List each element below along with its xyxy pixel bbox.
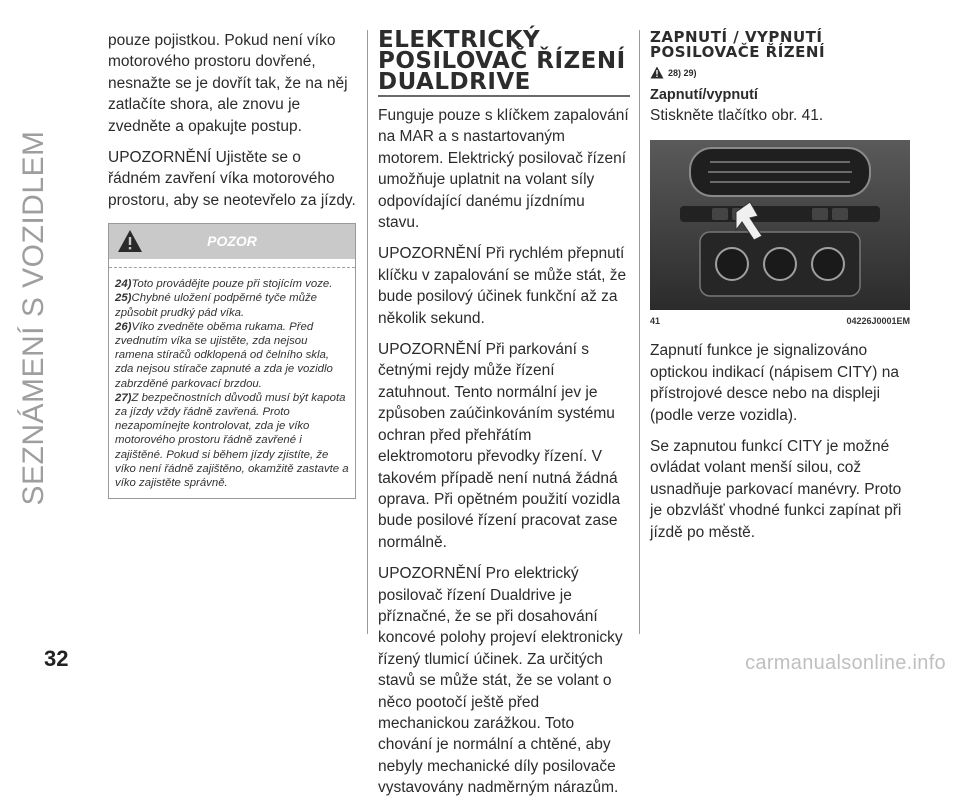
dashboard-figure [650,140,910,310]
warning-list [109,267,355,498]
warning-item: 25)Chybné uložení podpěrné tyče může způsobit prudký pád víka. [115,292,318,319]
column-3 [650,30,910,553]
figure-caption [650,316,910,326]
paragraph: Se zapnutou funkcí CITY je možné ovládat volant menší silou, což usnadňuje parkovací manévry. Proto je obzvlášť vhodné funkci zapínat při jízdě po městě. [650,438,902,541]
warning-triangle-icon [650,66,664,79]
page-number: 32 [44,646,69,671]
paragraph: UPOZORNĚNÍ Při rychlém přepnutí klíčku v zapalování se může stát, že bude posilový účinek funkční až za několik sekund. [378,245,627,327]
figure-code: 04226J0001EM [846,316,910,327]
paragraph: Zapnutí funkce je signalizováno optickou indikací (nápisem CITY) na přístrojové desce nebo na displeji (podle verze vozidla). [650,342,899,424]
side-section-title [16,130,52,506]
warning-box [108,223,356,499]
subheading: Zapnutí/vypnutí [650,87,758,103]
side-section-title-text: SEZNÁMENÍ S VOZIDLEM [17,130,50,506]
warning-label: POZOR [207,233,257,250]
paragraph: UPOZORNĚNÍ Ujistěte se o řádném zavření víka motorového prostoru, aby se neotevřelo za jízdy. [108,149,356,209]
warning-item: 27)Z bezpečnostních důvodů musí být kapota za jízdy vždy řádně zavřená. Proto nezapomínejte kontrolovat, zda je víko motorového prostoru řádně zavřené i zajištěné. Pokud si během jízdy zjistíte, že víko není řádně zajištěno, okamžitě zastavte a víko zajistěte správně. [115,391,349,490]
paragraph: UPOZORNĚNÍ Při parkování s četnými rejdy může řízení zatuhnout. Tento normální jev je způsoben zaúčinkováním systému ochran před přehřátím elektromotoru převodky řízení. V takovém případě není nutná žádná oprava. Při opětném použití vozidla bude posilové řízení pracovat zase normálně. [378,341,621,551]
warning-references: 28) 29) [650,66,910,79]
column-1 [108,30,356,499]
column-2 [378,27,630,809]
column-divider-1 [367,30,368,634]
figure-number: 41 [650,316,661,327]
paragraph: Stiskněte tlačítko obr. 41. [650,107,824,124]
section-title-power-steering: ZAPNUTÍ / VYPNUTÍ POSILOVAČE ŘÍZENÍ [650,28,826,61]
warning-item: 26)Víko zvedněte oběma rukama. Před zvednutím víka se ujistěte, zda nejsou ramena stíračů odklopená od čelního skla, zda nejsou stírače zapnuté a zda je vozidlo zabrzděné parkovací brzdou. [115,320,333,390]
section-title-dualdrive: ELEKTRICKÝ POSILOVAČ ŘÍZENÍ DUALDRIVE [378,27,626,95]
watermark: carmanualsonline.info [745,652,946,674]
paragraph: UPOZORNĚNÍ Pro elektrický posilovač řízení Dualdrive je příznačné, že se při dosahování koncové polohy projeví elektronicky řízený tlumicí účinek. Za určitých stavů se může stát, že se volant o něco pootočí ještě před mechanickou zarážkou. Toto chování je normální a chtěné, aby nebyly mechanické díly posilovače vystavovány nadměrným nárazům. [378,565,623,797]
paragraph: Funguje pouze s klíčkem zapalování na MAR a s nastartovaným motorem. Elektrický posilovač řízení umožňuje uplatnit na volant síly odpovídající danému jízdnímu stavu. [378,107,629,232]
paragraph: pouze pojistkou. Pokud není víko motorového prostoru dovřené, nesnažte se je dovřít tak, že na něj zatlačíte shora, ale znovu je zvedněte a opakujte postup. [108,32,348,135]
car-dashboard-photo [650,140,910,310]
title-underline [378,95,630,97]
warning-header [109,224,355,259]
column-divider-2 [639,30,640,634]
warning-item: 24)Toto provádějte pouze při stojícím voze. [115,278,333,291]
